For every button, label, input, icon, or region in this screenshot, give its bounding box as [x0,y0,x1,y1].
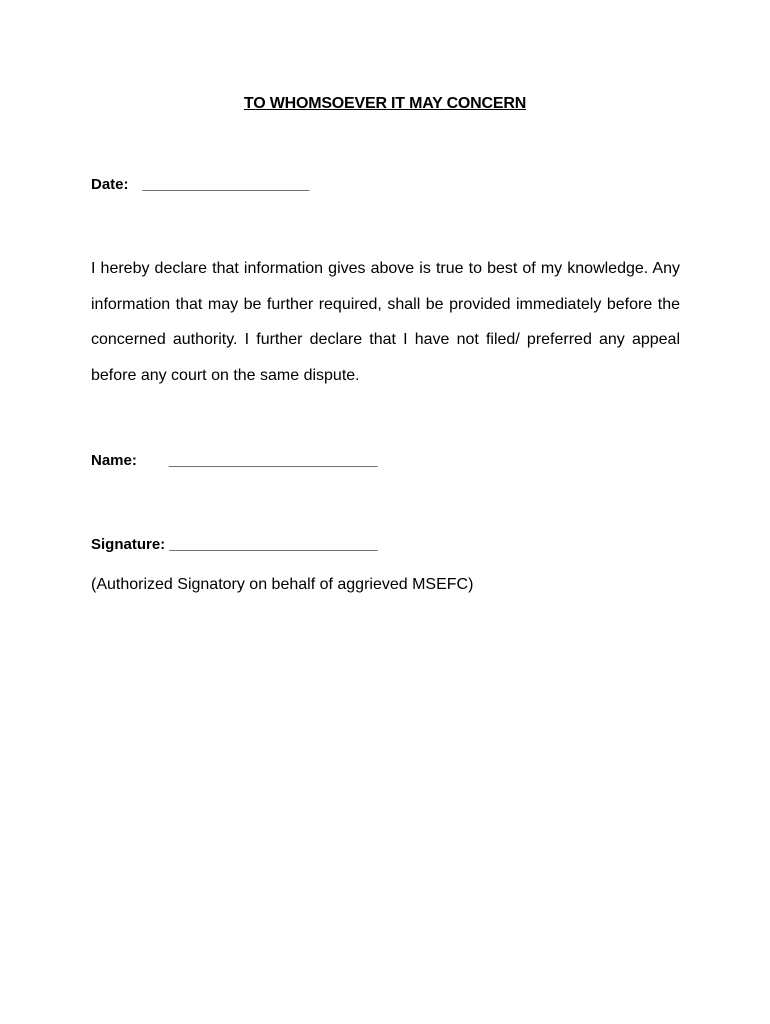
declaration-paragraph: I hereby declare that information gives above is true to best of my knowledge. Any information that may be further required, shall be provided immediately before the concerned authority. I further declare that I have not filed/ preferred any appeal before any court on the same dispute. [91,260,680,384]
date-blank-line: ____________________ [142,176,310,193]
name-label: Name: [91,452,137,469]
signature-blank-line: _________________________ [169,536,378,553]
name-blank-line: _________________________ [168,452,378,469]
name-field [91,452,377,469]
signature-label: Signature: [91,536,166,553]
signatory-note: (Authorized Signatory on behalf of aggrieved MSEFC) [91,576,474,593]
date-label: Date: [91,176,129,193]
signature-field [91,536,378,553]
document-title: TO WHOMSOEVER IT MAY CONCERN [243,95,527,112]
date-field [91,176,309,193]
